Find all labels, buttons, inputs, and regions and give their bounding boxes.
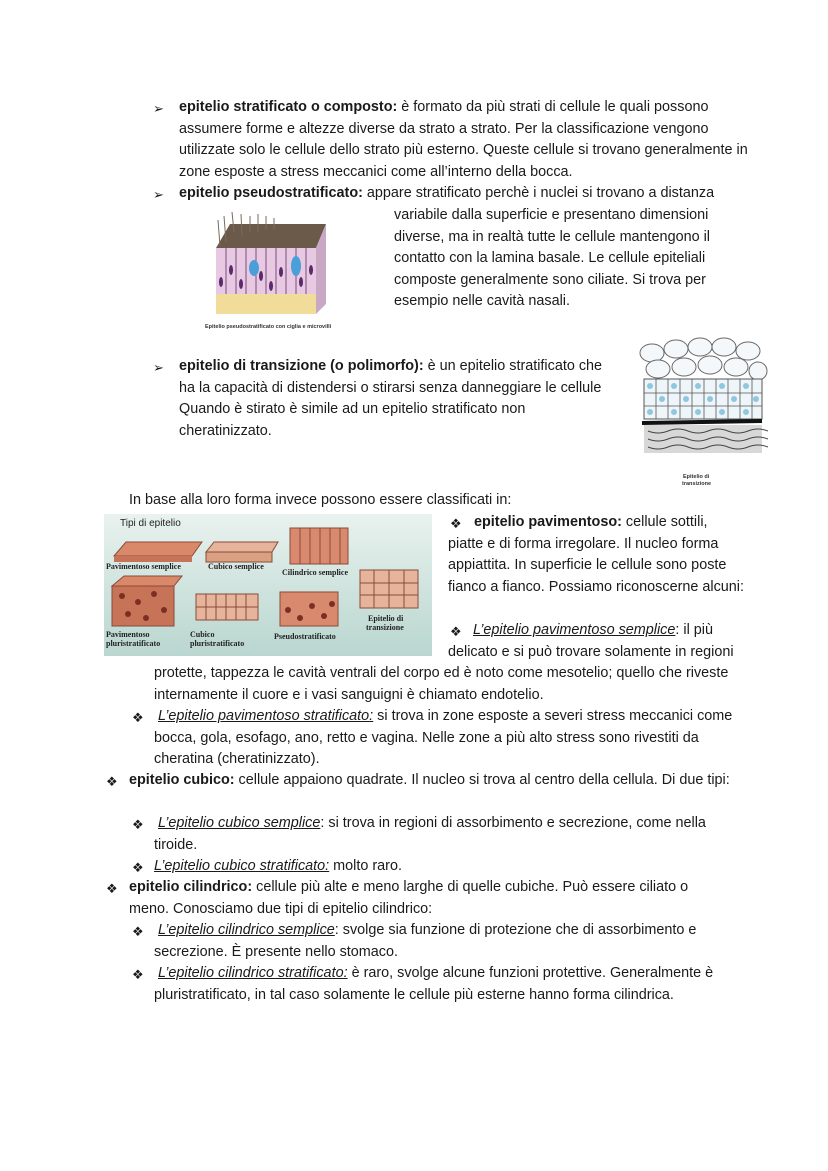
intro-text: In base alla loro forma invece possono essere classificati in: [129,492,512,508]
diamond-bullet-icon: ❖ [132,967,144,982]
paragraph-pseudo-first [179,183,779,205]
paragraph-pav-semplice-a [448,620,758,663]
term-transizione: epitelio di transizione (o polimorfo): [179,358,424,374]
label-cil-semplice: Cilindrico semplice [282,568,348,577]
diamond-bullet-icon: ❖ [106,774,118,789]
term-cub-strat: L’epitelio cubico stratificato: [154,858,330,874]
label-pav-pluri-2: pluristratificato [106,639,161,648]
text-stratificato: è formato da più strati di cellule le quali possono assumere forme e altezze diverse da strato a strato. Per la classificazione vengono utilizzate solo le cellule dello strato più esterno. Queste cellule si trovano generalmente in zone esposte a stress meccanici come all’interno della bocca. [179,99,748,180]
term-cil-semplice: L’epitelio cilindrico semplice [158,922,335,938]
label-transizione-2: transizione [366,623,404,632]
term-stratificato: epitelio stratificato o composto: [179,99,398,115]
paragraph-stratificato [179,97,751,183]
paragraph-pseudo-rest: variabile dalla superficie e presentano dimensioni diverse, ma in realtà tutte le cellule mantengono il contatto con la lamina basale. Le cellule epiteliali composte generalmente sono ciliate. Si trova per esempio nelle cavità nasali. [394,207,710,310]
label-pav-pluri-1: Pavimentoso [106,630,150,639]
text-pseudo-first: appare stratificato perchè i nuclei si trovano a distanza [362,185,715,201]
paragraph-cilindrico [129,877,719,920]
label-pav-semplice: Pavimentoso semplice [106,562,181,571]
transizione-caption-1: Epitelio di [683,474,710,480]
term-pav-semplice: L’epitelio pavimentoso semplice [473,622,676,638]
diamond-bullet-icon: ❖ [450,516,462,531]
paragraph-cil-strat [154,963,754,1006]
text-transizione: è un epitelio stratificato che ha la capacità di distendersi o stirarsi senza danneggiare le cellule Quando è stirato è simile ad un epitelio stratificato non cheratinizzato. [179,358,603,439]
text-cub-strat: molto raro. [329,858,402,874]
arrow-bullet-icon: ➢ [153,187,164,202]
transitional-epithelium-illustration [638,335,768,465]
epithelium-types-drawing [104,514,432,656]
paragraph-transizione [179,356,619,442]
diamond-bullet-icon: ❖ [450,624,462,639]
label-cub-pluri-1: Cubico [190,630,215,639]
arrow-bullet-icon: ➢ [153,360,164,375]
paragraph-cubico [129,770,739,792]
term-pseudostratificato: epitelio pseudostratificato: [179,185,363,201]
term-pav-strat: L’epitelio pavimentoso stratificato: [158,708,374,724]
paragraph-pavimentoso [448,512,746,598]
diamond-bullet-icon: ❖ [106,881,118,896]
text-cilindrico: cellule più alte e meno larghe di quelle cubiche. Può essere ciliato o meno. Conosciamo due tipi di epitelio cilindrico: [129,879,689,917]
label-transizione-1: Epitelio di [368,614,404,623]
paragraph-cub-strat [154,856,744,878]
term-cubico: epitelio cubico: [129,772,235,788]
text-pav-strat: si trova in zone esposte a severi stress meccanici come bocca, gola, esofago, ano, retto e vagina. Nelle zone a più alto stress sono rivestiti da cheratina (cheratinizzato). [154,708,733,768]
paragraph-pav-strat [154,706,739,771]
pseudo-caption: Epitelio pseudostratificato con ciglia e microvilli [205,324,332,330]
label-cub-semplice: Cubico semplice [208,562,264,571]
epithelium-types-figure [104,514,432,656]
paragraph-pav-semplice-b: protette, tappezza le cavità ventrali del corpo ed è noto come mesotelio; quello che riveste internamente il cuore e i vasi sanguigni è chiamato endotelio. [154,665,729,703]
term-cub-semplice: L’epitelio cubico semplice [158,815,321,831]
label-cub-pluri-2: pluristratificato [190,639,245,648]
diamond-bullet-icon: ❖ [132,817,144,832]
pseudostratified-illustration [208,212,328,320]
text-cub-semplice: : si trova in regioni di assorbimento e secrezione, come nella tiroide. [154,815,706,853]
label-pseudo: Pseudostratificato [274,632,336,641]
text-cubico: cellule appaiono quadrate. Il nucleo si trova al centro della cellula. Di due tipi: [234,772,730,788]
figure-title: Tipi di epitelio [120,518,181,529]
text-cil-semplice: : svolge sia funzione di protezione che di assorbimento e secrezione. È presente nello stomaco. [154,922,697,960]
diamond-bullet-icon: ❖ [132,860,144,875]
arrow-bullet-icon: ➢ [153,101,164,116]
text-cil-strat: è raro, svolge alcune funzioni protettive. Generalmente è pluristratificato, in tal caso solamente le cellule più esterne hanno forma cilindrica. [154,965,714,1003]
paragraph-cub-semplice [154,813,744,856]
paragraph-cil-semplice [154,920,734,963]
term-cilindrico: epitelio cilindrico: [129,879,253,895]
text-pav-semplice-a: : il più delicato e si può trovare solamente in regioni [448,622,734,660]
diamond-bullet-icon: ❖ [132,924,144,939]
text-pavimentoso: cellule sottili, piatte e di forma irregolare. Il nucleo forma appiattita. In superficie le cellule sono poste fianco a fianco. Possiamo riconoscerne alcuni: [448,514,744,595]
diamond-bullet-icon: ❖ [132,710,144,725]
transizione-caption-2: transizione [682,481,712,487]
term-cil-strat: L’epitelio cilindrico stratificato: [158,965,348,981]
term-pavimentoso: epitelio pavimentoso: [474,514,622,530]
